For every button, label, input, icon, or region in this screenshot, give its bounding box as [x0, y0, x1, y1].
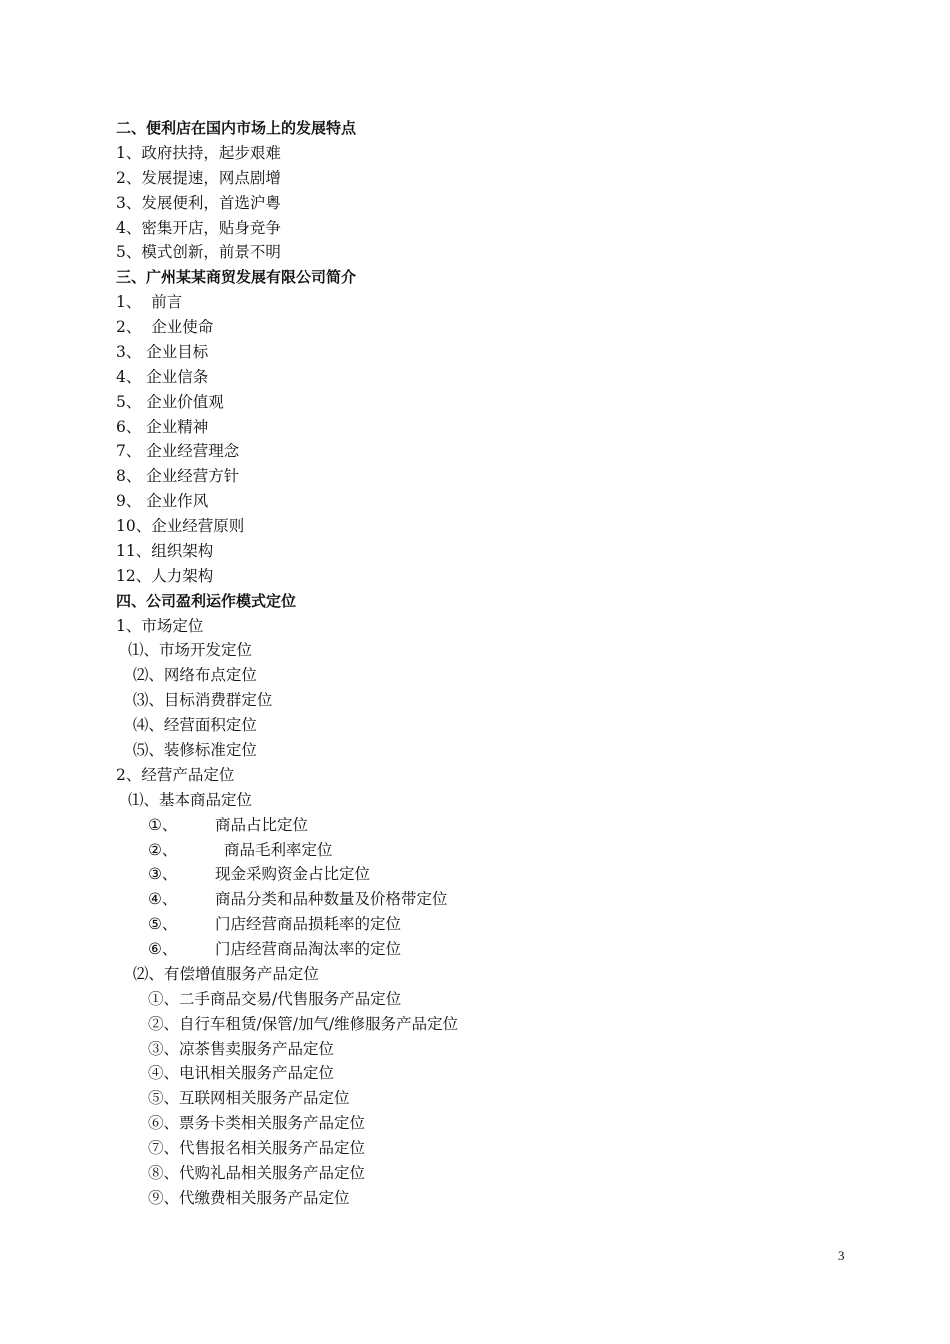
- outline-item: 4、密集开店，贴身竞争: [116, 218, 281, 237]
- outline-item: 7、 企业经营理念: [116, 442, 240, 461]
- outline-item: 1、市场定位: [116, 616, 204, 635]
- page-number: 3: [838, 1248, 845, 1263]
- outline-item: 12、人力架构: [116, 566, 214, 585]
- outline-item: 1、 前言: [116, 293, 183, 312]
- outline-item: ①、二手商品交易/代售服务产品定位: [148, 989, 402, 1008]
- outline-item: ④、电讯相关服务产品定位: [148, 1064, 335, 1083]
- outline-item: ⑴、市场开发定位: [128, 641, 253, 660]
- item-text: 商品分类和品种数量及价格带定位: [215, 890, 448, 909]
- item-marker: ⑥、: [148, 940, 178, 959]
- outline-item: ③、凉茶售卖服务产品定位: [148, 1039, 335, 1058]
- outline-item: 2、 企业使命: [116, 318, 214, 337]
- item-text: 门店经营商品损耗率的定位: [215, 915, 402, 934]
- section-heading: 三、广州某某商贸发展有限公司简介: [116, 268, 357, 287]
- outline-item: 3、发展便利，首选沪粤: [116, 193, 281, 212]
- item-marker: ⑤、: [148, 915, 178, 934]
- outline-item: ⑶、目标消费群定位: [128, 691, 273, 710]
- item-marker: ①、: [148, 815, 178, 834]
- item-marker: ④、: [148, 890, 178, 909]
- outline-item: 6、 企业精神: [116, 417, 209, 436]
- item-text: 门店经营商品淘汰率的定位: [215, 940, 402, 959]
- item-marker: ③、: [148, 865, 178, 884]
- outline-item: ⑴、基本商品定位: [128, 790, 253, 809]
- outline-item: ⑷、经营面积定位: [128, 716, 257, 735]
- section-heading: 四、公司盈利运作模式定位: [116, 591, 297, 610]
- outline-item: ⑥、票务卡类相关服务产品定位: [148, 1114, 366, 1133]
- outline-item: 10、企业经营原则: [116, 517, 245, 536]
- outline-item: 11、组织架构: [116, 541, 214, 560]
- outline-item: 4、 企业信条: [116, 367, 209, 386]
- outline-item: 5、 企业价值观: [116, 392, 224, 411]
- outline-item: 1、政府扶持，起步艰难: [116, 143, 281, 162]
- outline-item: [148, 912, 402, 937]
- outline-item: 5、模式创新，前景不明: [116, 243, 281, 262]
- outline-item: ⑦、代售报名相关服务产品定位: [148, 1139, 366, 1158]
- outline-item: ②、自行车租赁/保管/加气/维修服务产品定位: [148, 1014, 459, 1033]
- item-text: 商品占比定位: [215, 815, 309, 834]
- outline-item: [148, 937, 402, 962]
- item-text: 现金采购资金占比定位: [215, 865, 371, 884]
- outline-item: 2、发展提速，网点剧增: [116, 168, 281, 187]
- outline-item: ⑤、互联网相关服务产品定位: [148, 1089, 350, 1108]
- item-text: 商品毛利率定位: [224, 840, 333, 859]
- outline-item: [148, 813, 309, 838]
- outline-item: 2、经营产品定位: [116, 765, 235, 784]
- outline-item: 9、 企业作风: [116, 492, 209, 511]
- outline-item: [148, 887, 448, 912]
- outline-item: 3、 企业目标: [116, 342, 209, 361]
- outline-item: ⑵、网络布点定位: [128, 666, 257, 685]
- outline-item: [148, 862, 371, 887]
- outline-item: 8、 企业经营方针: [116, 467, 240, 486]
- outline-item: ⑨、代缴费相关服务产品定位: [148, 1188, 350, 1207]
- outline-item: [148, 838, 333, 863]
- outline-item: ⑵、有偿增值服务产品定位: [128, 964, 319, 983]
- outline-item: ⑧、代购礼品相关服务产品定位: [148, 1163, 366, 1182]
- section-heading: 二、便利店在国内市场上的发展特点: [116, 119, 357, 137]
- item-marker: ②、: [148, 840, 178, 859]
- outline-item: ⑸、装修标准定位: [128, 741, 257, 759]
